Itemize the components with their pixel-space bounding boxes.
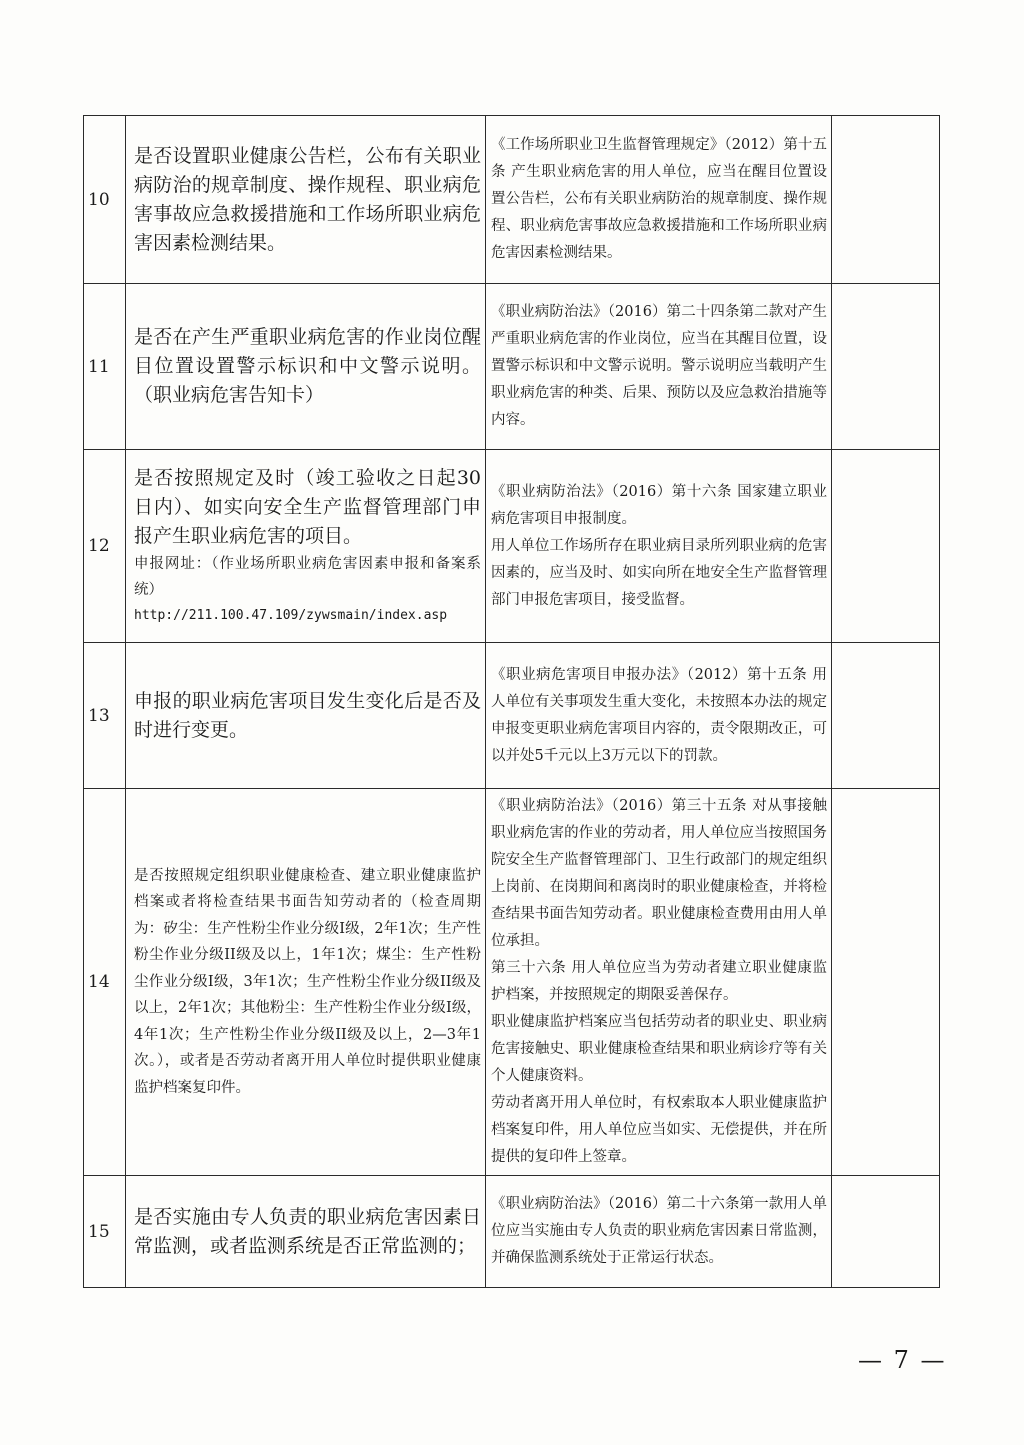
row-number: 10 <box>84 116 126 284</box>
result-cell <box>832 116 940 284</box>
check-item-text: 申报的职业病危害项目发生变化后是否及时进行变更。 <box>134 689 481 741</box>
legal-basis <box>486 789 832 1176</box>
check-item-text: 是否按照规定及时（竣工验收之日起30日内）、如实向安全生产监督管理部门申报产生职业病危害的项目。 <box>134 466 481 547</box>
table-row <box>84 284 940 450</box>
table-row <box>84 643 940 789</box>
check-item-text: 是否实施由专人负责的职业病危害因素日常监测，或者监测系统是否正常监测的； <box>134 1205 481 1257</box>
row-number: 11 <box>84 284 126 450</box>
check-item <box>126 789 486 1176</box>
row-number: 12 <box>84 450 126 643</box>
table-row <box>84 1176 940 1288</box>
check-item <box>126 643 486 789</box>
check-item <box>126 1176 486 1288</box>
inspection-checklist-table <box>83 115 940 1288</box>
legal-basis-text: 《职业病防治法》（2016）第十六条 国家建立职业病危害项目申报制度。 <box>491 483 827 527</box>
check-item-text: 是否按照规定组织职业健康检查、建立职业健康监护档案或者将检查结果书面告知劳动者的（检查周期为：矽尘：生产性粉尘作业分级I级，2年1次；生产性粉尘作业分级II级及以上，1年1次；煤尘：生产性粉尘作业分级I级，3年1次；生产性粉尘作业分级II级及以上，2年1次；其他粉尘：生产性粉尘作业分级I级，4年1次；生产性粉尘作业分级II级及以上，2—3年1次。），或者是否劳动者离开用人单位时提供职业健康监护档案复印件。 <box>134 867 481 1096</box>
check-item-text: 是否在产生严重职业病危害的作业岗位醒目位置设置警示标识和中文警示说明。（职业病危害告知卡） <box>134 326 481 406</box>
check-item <box>126 284 486 450</box>
row-number: 13 <box>84 643 126 789</box>
page-number: — 7 — <box>858 1346 947 1374</box>
result-cell <box>832 450 940 643</box>
result-cell <box>832 789 940 1176</box>
legal-basis-text: 《职业病危害项目申报办法》（2012）第十五条 用人单位有关事项发生重大变化，未按照本办法的规定申报变更职业病危害项目内容的，责令限期改正，可以并处5千元以上3万元以下的罚款。 <box>491 666 827 764</box>
check-item <box>126 450 486 643</box>
legal-basis <box>486 450 832 643</box>
check-item <box>126 116 486 284</box>
result-cell <box>832 1176 940 1288</box>
row-number: 15 <box>84 1176 126 1288</box>
legal-basis <box>486 284 832 450</box>
table-row <box>84 789 940 1176</box>
legal-basis <box>486 1176 832 1288</box>
table-row <box>84 450 940 643</box>
legal-basis-text: 《工作场所职业卫生监督管理规定》（2012）第十五条 产生职业病危害的用人单位，应当在醒目位置设置公告栏，公布有关职业病防治的规章制度、操作规程、职业病危害事故应急救援措施和工作场所职业病危害因素检测结果。 <box>491 137 827 261</box>
result-cell <box>832 643 940 789</box>
result-cell <box>832 284 940 450</box>
legal-basis-text: 第三十六条 用人单位应当为劳动者建立职业健康监护档案，并按照规定的期限妥善保存。 <box>491 960 827 1003</box>
check-item-text: 是否设置职业健康公告栏，公布有关职业病防治的规章制度、操作规程、职业病危害事故应急救援措施和工作场所职业病危害因素检测结果。 <box>134 144 481 254</box>
declaration-site-label: 申报网址：（作业场所职业病危害因素申报和备案系统） <box>134 555 481 598</box>
legal-basis-text: 劳动者离开用人单位时，有权索取本人职业健康监护档案复印件，用人单位应当如实、无偿提供，并在所提供的复印件上签章。 <box>491 1095 827 1165</box>
legal-basis-text: 《职业病防治法》（2016）第二十六条第一款用人单位应当实施由专人负责的职业病危害因素日常监测，并确保监测系统处于正常运行状态。 <box>491 1196 827 1266</box>
legal-basis-text: 《职业病防治法》（2016）第三十五条 对从事接触职业病危害的作业的劳动者，用人单位应当按照国务院安全生产监督管理部门、卫生行政部门的规定组织上岗前、在岗期间和离岗时的职业健康检查，并将检查结果书面告知劳动者。职业健康检查费用由用人单位承担。 <box>491 798 827 949</box>
legal-basis-text: 职业健康监护档案应当包括劳动者的职业史、职业病危害接触史、职业健康检查结果和职业病诊疗等有关个人健康资料。 <box>491 1014 827 1084</box>
declaration-url: http://211.100.47.109/zywsmain/index.asp <box>134 607 448 623</box>
legal-basis <box>486 116 832 284</box>
table-row <box>84 116 940 284</box>
legal-basis-text: 用人单位工作场所存在职业病目录所列职业病的危害因素的，应当及时、如实向所在地安全生产监督管理部门申报危害项目，接受监督。 <box>491 537 827 608</box>
legal-basis-text: 《职业病防治法》（2016）第二十四条第二款对产生严重职业病危害的作业岗位，应当在其醒目位置，设置警示标识和中文警示说明。警示说明应当载明产生职业病危害的种类、后果、预防以及应急救治措施等内容。 <box>491 304 827 428</box>
legal-basis <box>486 643 832 789</box>
row-number: 14 <box>84 789 126 1176</box>
